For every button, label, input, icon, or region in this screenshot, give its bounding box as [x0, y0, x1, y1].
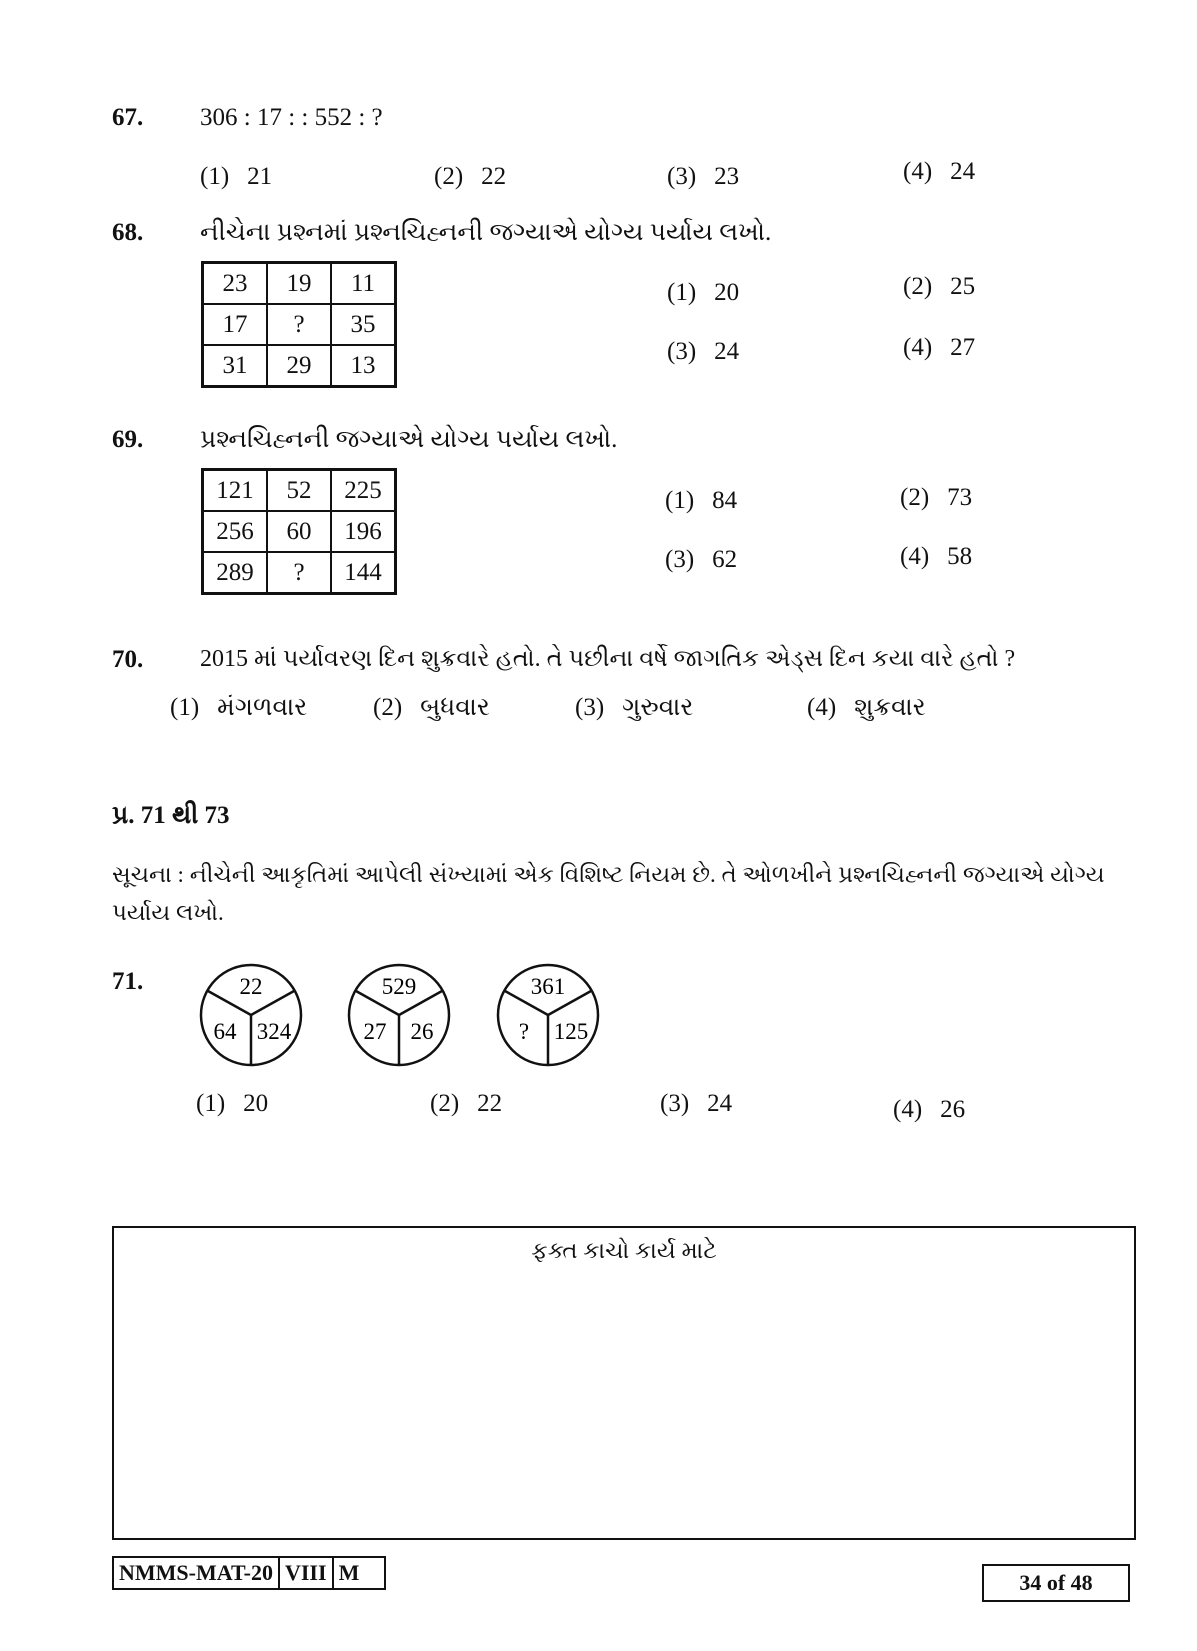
option-number: (4) [807, 694, 837, 721]
option-value: શુક્રવાર [854, 694, 926, 721]
option-value: મંગળવાર [217, 694, 308, 721]
q67-option-3[interactable] [667, 163, 739, 191]
option-value: 27 [950, 334, 976, 361]
q70-option-3[interactable] [575, 694, 693, 722]
q71-circle-figure-3 [493, 960, 603, 1070]
grid-cell: 17 [203, 304, 268, 345]
option-value: 22 [477, 1090, 503, 1117]
grid-row [203, 470, 396, 512]
option-number: (1) [200, 163, 230, 190]
q68-option-4[interactable] [903, 334, 975, 362]
grid-cell: 11 [331, 263, 396, 305]
q68-option-3[interactable] [667, 338, 739, 366]
grid-cell: 13 [331, 345, 396, 387]
option-number: (1) [170, 694, 200, 721]
rough-work-title: ફક્ત કાચો કાર્ય માટે [531, 1238, 717, 1263]
option-number: (2) [434, 163, 464, 190]
q67-option-2[interactable] [434, 163, 506, 191]
circle-top-number: 22 [239, 974, 263, 999]
q68-option-2[interactable] [903, 273, 975, 301]
option-number: (1) [667, 279, 697, 306]
grid-cell: 52 [267, 470, 331, 512]
grid-cell: 196 [331, 511, 396, 552]
option-value: 20 [243, 1090, 269, 1117]
option-number: (2) [900, 484, 930, 511]
q69-option-1[interactable] [665, 487, 737, 515]
instruction-line-2: પર્યાય લખો. [112, 900, 224, 925]
rough-work-box[interactable] [112, 1226, 1136, 1540]
circle-right-number: 125 [553, 1019, 589, 1044]
grid-cell: 289 [203, 552, 268, 594]
option-value: 25 [950, 273, 976, 300]
question-70-text: 2015 માં પર્યાવરણ દિન શુક્રવારે હતો. તે પછીના વર્ષે જાગતિક એડ્સ દિન કયા વારે હતો ? [200, 646, 1016, 672]
question-69-number: 69. [112, 426, 144, 453]
q68-number-grid [201, 261, 397, 388]
option-value: ગુરુવાર [622, 694, 694, 721]
option-value: 20 [714, 279, 740, 306]
q71-circle-figure-2 [344, 960, 454, 1070]
option-value: 21 [247, 163, 273, 190]
question-68-text: નીચેના પ્રશ્નમાં પ્રશ્નચિહ્નની જગ્યાએ યોગ્ય પર્યાય લખો. [200, 219, 772, 246]
option-number: (2) [373, 694, 403, 721]
grid-row [203, 511, 396, 552]
option-value: 58 [947, 543, 973, 570]
grid-cell: 121 [203, 470, 268, 512]
option-number: (4) [900, 543, 930, 570]
option-number: (4) [903, 158, 933, 185]
option-value: 23 [714, 163, 740, 190]
grid-cell: ? [267, 552, 331, 594]
q71-circle-figure-1 [196, 960, 306, 1070]
grid-cell: 23 [203, 263, 268, 305]
page-number: 34 of 48 [982, 1564, 1130, 1602]
option-value: 73 [947, 484, 973, 511]
option-value: 22 [481, 163, 507, 190]
paper-code: NMMS-MAT-20 [114, 1558, 280, 1588]
grid-cell: 19 [267, 263, 331, 305]
question-67-number: 67. [112, 104, 144, 131]
circle-left-number: 64 [213, 1019, 237, 1044]
question-71-number: 71. [112, 968, 144, 995]
q69-option-3[interactable] [665, 546, 737, 574]
option-number: (1) [196, 1090, 226, 1117]
paper-code-box [112, 1556, 386, 1590]
instruction-line-1: સૂચના : નીચેની આકૃતિમાં આપેલી સંખ્યામાં એક વિશિષ્ટ નિયમ છે. તે ઓળખીને પ્રશ્નચિહ્નની જગ્યાએ યોગ્ય [112, 862, 1105, 887]
q68-option-1[interactable] [667, 279, 739, 307]
question-70-number: 70. [112, 646, 144, 673]
circle-right-number: 26 [410, 1019, 434, 1044]
grid-row [203, 263, 396, 305]
q70-option-4[interactable] [807, 694, 926, 722]
circle-left-number: 27 [363, 1019, 387, 1044]
grid-cell: 35 [331, 304, 396, 345]
q70-option-2[interactable] [373, 694, 490, 722]
grid-cell: 225 [331, 470, 396, 512]
q69-option-4[interactable] [900, 543, 972, 571]
circle-right-number: 324 [256, 1019, 292, 1044]
option-number: (2) [430, 1090, 460, 1117]
grid-row [203, 552, 396, 594]
question-68-number: 68. [112, 219, 144, 246]
option-number: (3) [665, 546, 695, 573]
option-number: (4) [903, 334, 933, 361]
q71-option-2[interactable] [430, 1090, 502, 1118]
option-value: બુધવાર [420, 694, 490, 721]
q70-option-1[interactable] [170, 694, 307, 722]
q71-option-3[interactable] [660, 1090, 732, 1118]
option-number: (3) [667, 163, 697, 190]
grid-cell: 31 [203, 345, 268, 387]
option-value: 62 [712, 546, 738, 573]
q69-option-2[interactable] [900, 484, 972, 512]
circle-left-number: ? [518, 1019, 530, 1044]
question-67-text: 306 : 17 : : 552 : ? [200, 104, 383, 131]
option-number: (3) [660, 1090, 690, 1117]
option-value: 26 [940, 1096, 966, 1123]
option-number: (4) [893, 1096, 923, 1123]
class-label: VIII [280, 1558, 334, 1588]
grid-row [203, 345, 396, 387]
option-value: 24 [950, 158, 976, 185]
option-value: 84 [712, 487, 738, 514]
grid-cell: 144 [331, 552, 396, 594]
option-number: (2) [903, 273, 933, 300]
q71-option-1[interactable] [196, 1090, 268, 1118]
option-number: (3) [575, 694, 605, 721]
section-heading: પ્ર. 71 થી 73 [112, 802, 230, 829]
q71-option-4[interactable] [893, 1096, 965, 1124]
medium-label: M [338, 1560, 360, 1585]
circle-top-number: 361 [530, 974, 566, 999]
grid-cell: 256 [203, 511, 268, 552]
option-value: 24 [707, 1090, 733, 1117]
circle-top-number: 529 [381, 974, 417, 999]
option-number: (3) [667, 338, 697, 365]
grid-cell: 29 [267, 345, 331, 387]
grid-row [203, 304, 396, 345]
option-number: (1) [665, 487, 695, 514]
q67-option-1[interactable] [200, 163, 272, 191]
grid-cell: 60 [267, 511, 331, 552]
q69-number-grid [201, 468, 397, 595]
grid-cell: ? [267, 304, 331, 345]
question-69-text: પ્રશ્નચિહ્નની જગ્યાએ યોગ્ય પર્યાય લખો. [200, 426, 618, 453]
q67-option-4[interactable] [903, 158, 975, 186]
option-value: 24 [714, 338, 740, 365]
